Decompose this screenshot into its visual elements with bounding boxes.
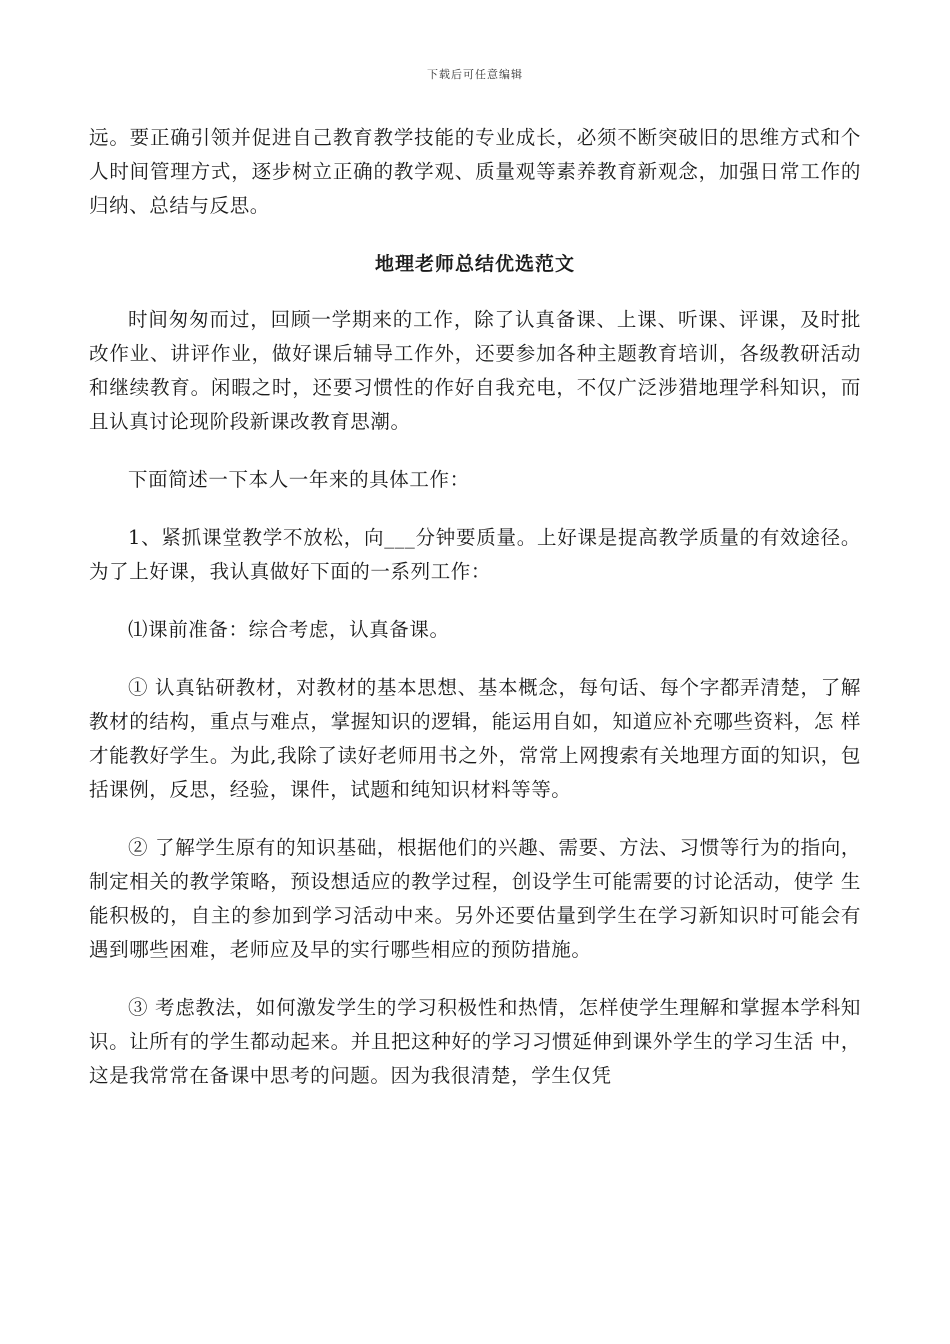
paragraph: ② 了解学生原有的知识基础，根据他们的兴趣、需要、方法、习惯等行为的指向，制定相关的教学策略，预设想适应的教学过程，创设学生可能需要的讨论活动，使学 生能积极的，自主的参加到学习活动中来。另外还要估量到学生在学习新知识时可能会有遇到哪些困难，老师应及早的实行哪些相应的预防措施。: [89, 836, 861, 961]
document-body: [89, 121, 861, 1117]
paragraph: ⑴课前准备：综合考虑，认真备课。: [128, 618, 450, 641]
section-title: 地理老师总结优选范文: [374, 253, 575, 275]
paragraph: ③ 考虑教法，如何激发学生的学习积极性和热情，怎样使学生理解和掌握本学科知识。让所有的学生都动起来。并且把这种好的学习习惯延伸到课外学生的学习生活 中，这是我常常在备课中思考的问题。因为我很清楚，学生仅凭: [89, 996, 861, 1087]
paragraph: 时间匆匆而过，回顾一学期来的工作，除了认真备课、上课、听课、评课，及时批改作业、讲评作业，做好课后辅导工作外，还要参加各种主题教育培训，各级教研活动和继续教育。闲暇之时，还要习惯性的作好自我充电，不仅广泛涉猎地理学科知识，而且认真讨论现阶段新课改教育思潮。: [89, 308, 861, 433]
page-header: 下载后可任意编辑: [427, 68, 523, 81]
intro-paragraph: 远。要正确引领并促进自己教育教学技能的专业成长，必须不断突破旧的思维方式和个人时间管理方式，逐步树立正确的教学观、质量观等素养教育新观念，加强日常工作的归纳、总结与反思。: [89, 126, 861, 217]
paragraph: ① 认真钻研教材，对教材的基本思想、基本概念，每句话、每个字都弄清楚，了解教材的结构，重点与难点，掌握知识的逻辑，能运用自如，知道应补充哪些资料，怎 样才能教好学生。为此,我除了读好老师用书之外，常常上网搜索有关地理方面的知识，包括课例，反思，经验，课件，试题和纯知识材料等等。: [89, 676, 861, 801]
paragraph: 下面简述一下本人一年来的具体工作：: [128, 468, 470, 491]
paragraph: 1、紧抓课堂教学不放松，向___分钟要质量。上好课是提高教学质量的有效途径。为了上好课，我认真做好下面的一系列工作：: [89, 526, 861, 583]
